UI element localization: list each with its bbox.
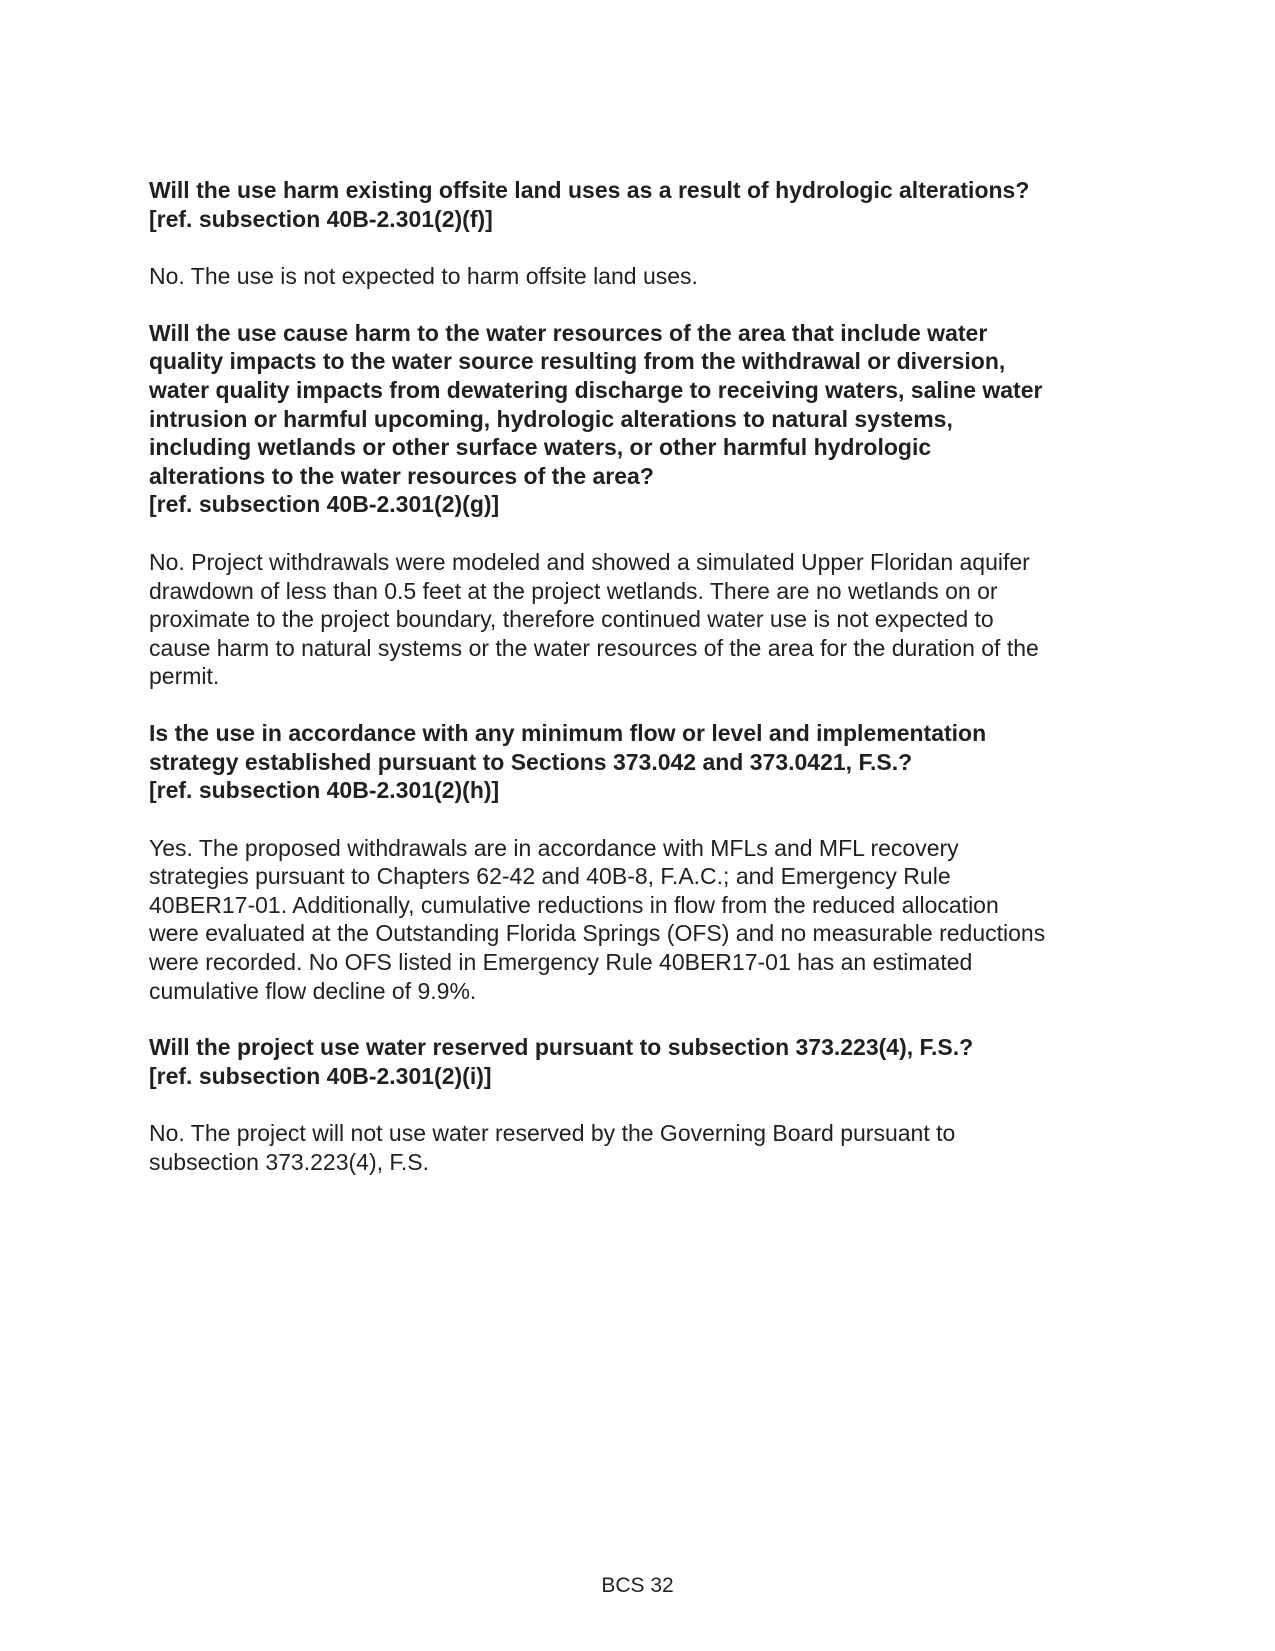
answer-line: cause harm to natural systems or the water resources of the area for the duration of the [149, 634, 1039, 661]
answer-line: Yes. The proposed withdrawals are in accordance with MFLs and MFL recovery [149, 834, 959, 861]
answer-line: proximate to the project boundary, therefore continued water use is not expected to [149, 606, 994, 633]
answer-line: strategies pursuant to Chapters 62-42 and 40B-8, F.A.C.; and Emergency Rule [149, 863, 951, 890]
question-line: alterations to the water resources of the area? [149, 462, 654, 489]
question-line: strategy established pursuant to Sections 373.042 and 373.0421, F.S.? [149, 748, 913, 775]
answer-line: drawdown of less than 0.5 feet at the project wetlands. There are no wetlands on or [149, 577, 998, 604]
answer-f [149, 262, 1139, 291]
answer-line: subsection 373.223(4), F.S. [149, 1149, 429, 1176]
answer-line: No. The use is not expected to harm offsite land uses. [149, 263, 698, 290]
answer-g [149, 548, 1139, 691]
question-line: Will the use harm existing offsite land uses as a result of hydrologic alterations? [149, 177, 1030, 203]
answer-line: 40BER17-01. Additionally, cumulative reductions in flow from the reduced allocation [149, 891, 999, 918]
answer-i [149, 1119, 1139, 1176]
question-line: intrusion or harmful upcoming, hydrologic alterations to natural systems, [149, 405, 953, 432]
question-g [149, 319, 1139, 519]
question-line: water quality impacts from dewatering discharge to receiving waters, saline water [149, 376, 1043, 403]
answer-line: No. The project will not use water reserved by the Governing Board pursuant to [149, 1120, 956, 1147]
question-line: [ref. subsection 40B-2.301(2)(f)] [149, 205, 493, 232]
answer-line: cumulative flow decline of 9.9%. [149, 977, 477, 1004]
question-line: including wetlands or other surface waters, or other harmful hydrologic [149, 434, 932, 461]
question-line: quality impacts to the water source resulting from the withdrawal or diversion, [149, 348, 1006, 375]
document-body [149, 176, 1139, 1177]
page-number-label: BCS 32 [601, 1574, 674, 1597]
page-footer [0, 1574, 1275, 1598]
answer-line: No. Project withdrawals were modeled and showed a simulated Upper Floridan aquifer [149, 548, 1030, 575]
question-line: Is the use in accordance with any minimum flow or level and implementation [149, 719, 987, 746]
question-line: [ref. subsection 40B-2.301(2)(i)] [149, 1062, 492, 1089]
question-h [149, 719, 1139, 805]
question-f [149, 176, 1139, 233]
question-line: [ref. subsection 40B-2.301(2)(h)] [149, 777, 500, 804]
question-line: [ref. subsection 40B-2.301(2)(g)] [149, 491, 500, 518]
answer-line: were evaluated at the Outstanding Florida Springs (OFS) and no measurable reductions [149, 920, 1046, 947]
answer-line: permit. [149, 663, 220, 690]
answer-h [149, 834, 1139, 1006]
question-line: Will the project use water reserved pursuant to subsection 373.223(4), F.S.? [149, 1034, 974, 1061]
question-line: Will the use cause harm to the water resources of the area that include water [149, 319, 988, 346]
question-i [149, 1033, 1139, 1090]
answer-line: were recorded. No OFS listed in Emergency Rule 40BER17-01 has an estimated [149, 949, 973, 976]
